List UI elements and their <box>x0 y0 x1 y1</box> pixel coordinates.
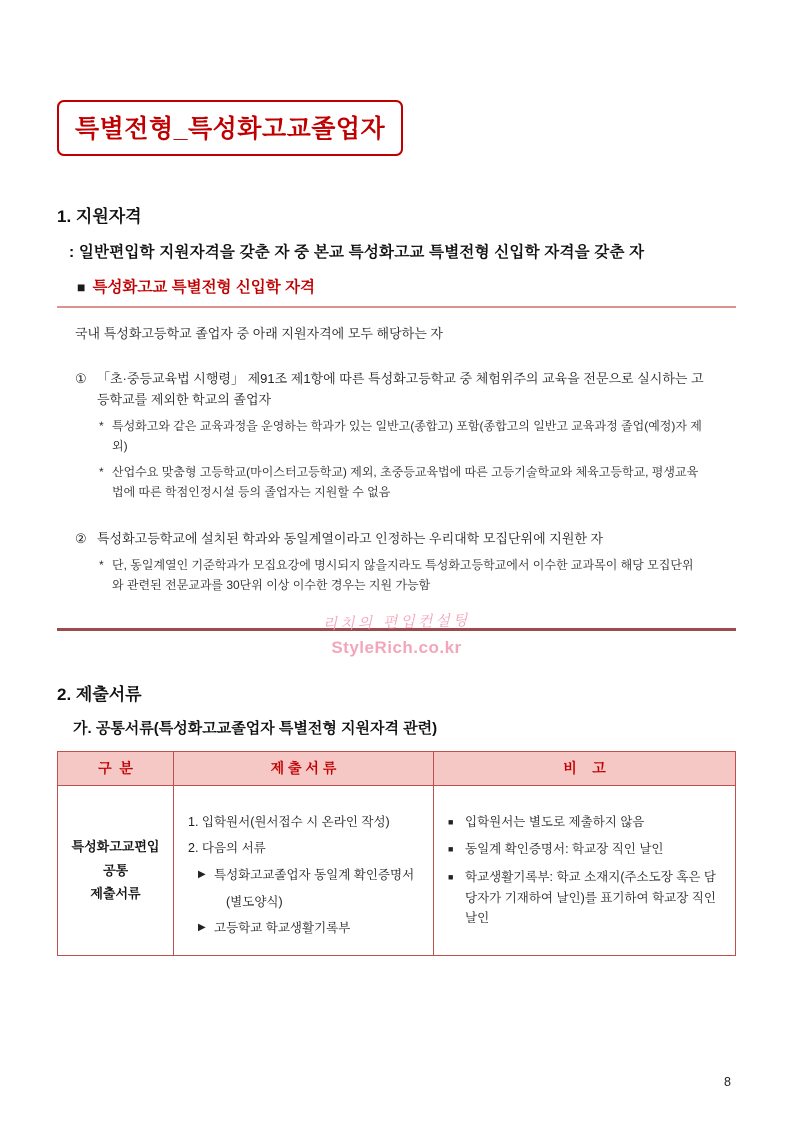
asterisk-icon: * <box>99 557 104 572</box>
section1-subheading-text: 특성화고교 특별전형 신입학 자격 <box>92 279 316 296</box>
circled-number-icon: ② <box>75 531 87 547</box>
note-line <box>448 839 723 860</box>
notes-cell <box>433 786 735 955</box>
eligibility-item-1-text: 「초·중등교육법 시행령」 제91조 제1항에 따른 특성화고등학교 중 체험위주의 교육을 전문으로 실시하는 고등학교를 제외한 학교의 졸업자 <box>97 371 704 408</box>
document-line-text: 고등학교 학교생활기록부 <box>214 921 351 936</box>
note-line-text: 입학원서는 별도로 제출하지 않음 <box>465 814 645 829</box>
category-line: 공통 <box>102 862 129 878</box>
eligibility-item-2-text: 특성화고등학교에 설치된 학과와 동일계열이라고 인정하는 우리대학 모집단위에 지원한 자 <box>97 531 604 547</box>
title-box <box>57 100 403 156</box>
eligibility-item-2-sub-1-text: 단, 동일계열인 기준학과가 모집요강에 명시되지 않을지라도 특성화고등학교에서 이수한 교과목이 해당 모집단위와 관련된 전문교과를 30단위 이상 이수한 경우는 지원 가능함 <box>112 557 694 593</box>
document-line <box>188 918 425 939</box>
eligibility-item-2-sub-1 <box>75 555 736 596</box>
section1-intro: 국내 특성화고등학교 졸업자 중 아래 지원자격에 모두 해당하는 자 <box>75 326 443 341</box>
watermark-script-text: 리치의 편입컨설팅 <box>322 610 471 633</box>
eligibility-item-1-sub-2 <box>75 462 736 503</box>
asterisk-icon: * <box>99 418 104 433</box>
page-number: 8 <box>724 1075 731 1089</box>
document-line <box>188 865 425 886</box>
category-line: 특성화고교편입 <box>71 839 160 855</box>
section2-heading: 2. 제출서류 <box>57 684 142 704</box>
category-line: 제출서류 <box>90 885 141 901</box>
square-bullet-icon: ■ <box>448 844 454 855</box>
eligibility-item-2 <box>57 528 736 595</box>
asterisk-icon: * <box>99 464 104 479</box>
note-line <box>448 812 723 833</box>
eligibility-item-1-sub-2-text: 산업수요 맞춤형 고등학교(마이스터고등학교) 제외, 초중등교육법에 따른 고등기술학교와 체육고등학교, 평생교육법에 따른 학점인정시설 등의 졸업자는 지원할 수 없음 <box>112 464 699 500</box>
section1-subheading <box>57 275 736 297</box>
watermark-brand-text: StyleRich.co.kr <box>331 637 462 657</box>
square-bullet-icon: ■ <box>77 279 86 295</box>
section1-heading: 1. 지원자격 <box>57 207 142 226</box>
category-cell <box>58 786 173 955</box>
table-header-documents: 제 출 서 류 <box>173 752 433 786</box>
document-line: (별도양식) <box>226 894 283 909</box>
documents-table <box>57 751 736 956</box>
note-line-text: 동일계 확인증명서: 학교장 직인 날인 <box>465 842 664 857</box>
eligibility-item-1-sub-1 <box>75 416 736 457</box>
document-line: 2. 다음의 서류 <box>188 841 266 856</box>
triangle-bullet-icon: ▶ <box>198 868 206 880</box>
square-bullet-icon: ■ <box>448 816 454 827</box>
section-divider-dark <box>57 628 736 631</box>
square-bullet-icon: ■ <box>448 871 454 882</box>
eligibility-item-1 <box>57 368 736 502</box>
section-divider-light <box>57 306 736 308</box>
section1-lead: : 일반편입학 지원자격을 갖춘 자 중 본교 특성화고교 특별전형 신입학 자격을 갖춘 자 <box>69 244 645 261</box>
circled-number-icon: ① <box>75 371 87 386</box>
note-line <box>448 867 723 929</box>
eligibility-item-2-main <box>75 528 736 549</box>
eligibility-item-1-main <box>75 368 736 411</box>
documents-cell <box>173 786 433 955</box>
eligibility-item-1-sub-1-text: 특성화고와 같은 교육과정을 운영하는 학과가 있는 일반고(종합고) 포함(종합고의 일반고 교육과정 졸업(예정)자 제외) <box>112 418 702 454</box>
table-header-notes: 비 고 <box>433 752 735 786</box>
document-line-text: 특성화고교졸업자 동일계 확인증명서 <box>214 867 415 882</box>
triangle-bullet-icon: ▶ <box>198 922 206 934</box>
table-header-category: 구 분 <box>58 752 173 786</box>
watermark-area <box>57 610 736 658</box>
document-line: 1. 입학원서(원서접수 시 온라인 작성) <box>188 814 390 829</box>
section2-subheading: 가. 공통서류(특성화고교졸업자 특별전형 지원자격 관련) <box>73 719 438 737</box>
page-title: 특별전형_특성화고교졸업자 <box>75 115 386 143</box>
note-line-text: 학교생활기록부: 학교 소재지(주소도장 혹은 담당자가 기재하여 날인)를 표기하여 학교장 직인 날인 <box>465 869 716 926</box>
